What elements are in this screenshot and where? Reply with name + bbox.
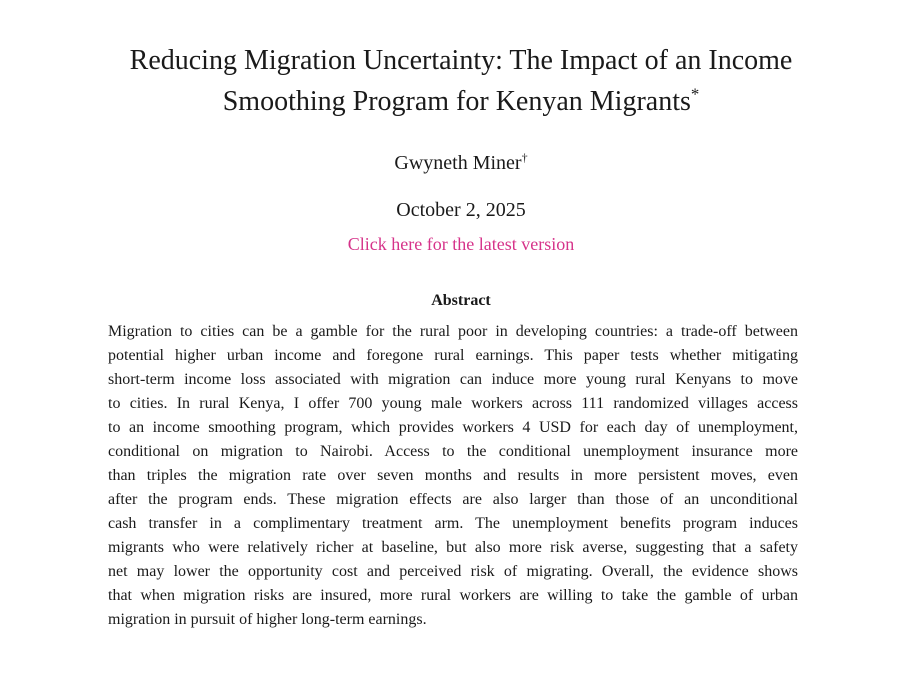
author-footnote-mark[interactable]: † [521,150,528,165]
abstract-line: to cities. In rural Kenya, I offer 700 young male workers across 111 randomized villages access [108,395,798,412]
abstract-line: short-term income loss associated with migration can induce more young rural Kenyans to move [108,371,798,388]
abstract-line: than triples the migration rate over seven months and results in more persistent moves, even [108,467,798,484]
abstract-line: migration in pursuit of higher long-term earnings. [108,611,427,628]
publication-date: October 2, 2025 [396,199,526,221]
paper-title [0,40,922,122]
title-line-2 [0,81,922,122]
abstract-body [108,320,798,632]
abstract-line: Migration to cities can be a gamble for the rural poor in developing countries: a trade-off between [108,323,798,340]
abstract-line: net may lower the opportunity cost and perceived risk of migrating. Overall, the evidence shows [108,563,798,580]
abstract-line: potential higher urban income and foregone rural earnings. This paper tests whether mitigating [108,347,798,364]
abstract-line: after the program ends. These migration effects are also larger than those of an unconditional [108,491,798,508]
title-footnote-mark[interactable]: * [690,84,700,104]
title-line-2-text: Smoothing Program for Kenyan Migrants [222,86,691,117]
abstract-heading: Abstract [431,292,491,309]
author-text: Gwyneth Miner [394,152,522,174]
abstract-line: cash transfer in a complimentary treatment arm. The unemployment benefits program induces [108,515,798,532]
title-line-1: Reducing Migration Uncertainty: The Impact of an Income [129,45,793,76]
abstract-line: that when migration risks are insured, more rural workers are willing to take the gamble of urban [108,587,798,604]
latest-version-link[interactable]: Click here for the latest version [347,234,575,254]
author-name [0,150,922,176]
abstract-line: to an income smoothing program, which provides workers 4 USD for each day of unemployment, [108,419,798,436]
abstract-line: migrants who were relatively richer at baseline, but also more risk averse, suggesting that a safety [108,539,798,556]
abstract-line: conditional on migration to Nairobi. Access to the conditional unemployment insurance more [108,443,798,460]
